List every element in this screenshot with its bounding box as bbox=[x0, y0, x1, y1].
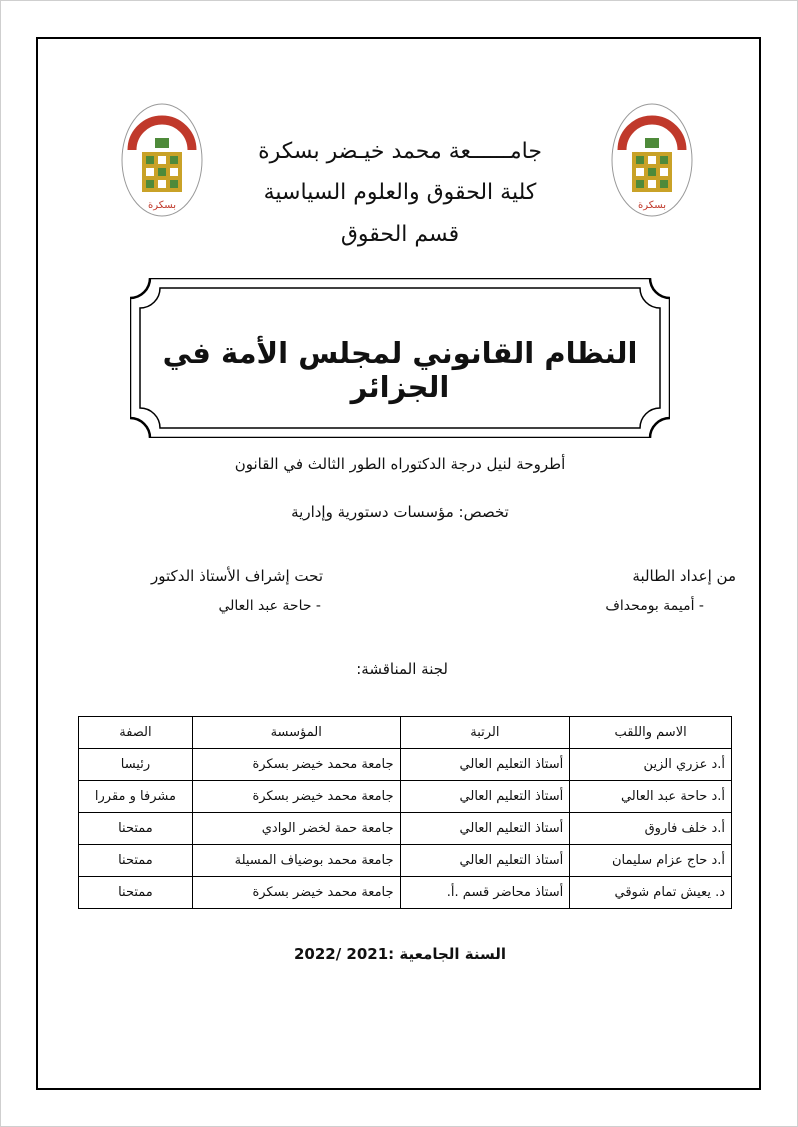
member-institution: جامعة محمد خيضر بسكرة bbox=[192, 877, 400, 909]
member-role: ممتحنا bbox=[79, 813, 193, 845]
member-rank: أستاذ التعليم العالي bbox=[400, 781, 570, 813]
header-institution: المؤسسة bbox=[192, 717, 400, 749]
supervisor-label: تحت إشراف الأستاذ الدكتور bbox=[151, 567, 323, 585]
member-name: أ.د حاحة عبد العالي bbox=[570, 781, 732, 813]
table-row bbox=[79, 845, 732, 877]
member-rank: أستاذ التعليم العالي bbox=[400, 813, 570, 845]
member-role: رئيسا bbox=[79, 749, 193, 781]
member-name: أ.د حاج عزام سليمان bbox=[570, 845, 732, 877]
table-row bbox=[79, 877, 732, 909]
member-institution: جامعة محمد خيضر بسكرة bbox=[192, 781, 400, 813]
member-rank: أستاذ التعليم العالي bbox=[400, 845, 570, 877]
table-row bbox=[79, 813, 732, 845]
faculty-name: كلية الحقوق والعلوم السياسية bbox=[263, 180, 537, 205]
member-name: د. يعيش تمام شوقي bbox=[570, 877, 732, 909]
logo-caption: بسكرة bbox=[638, 200, 666, 211]
university-name: جامــــــعة محمد خيـضر بسكرة bbox=[258, 139, 542, 164]
member-role: ممتحنا bbox=[79, 845, 193, 877]
logo-caption: بسكرة bbox=[148, 200, 176, 211]
member-name: أ.د خلف فاروق bbox=[570, 813, 732, 845]
jury-table bbox=[78, 716, 732, 909]
degree-statement: أطروحة لنيل درجة الدكتوراه الطور الثالث في القانون bbox=[234, 455, 566, 473]
member-institution: جامعة محمد بوضياف المسيلة bbox=[192, 845, 400, 877]
thesis-title: النظام القانوني لمجلس الأمة في الجزائر bbox=[162, 336, 638, 404]
committee-label: لجنة المناقشة: bbox=[356, 660, 448, 678]
table-row bbox=[79, 781, 732, 813]
supervisor-name: - حاحة عبد العالي bbox=[218, 598, 321, 614]
member-institution: جامعة حمة لخضر الوادي bbox=[192, 813, 400, 845]
academic-year: السنة الجامعية :2021 /2022 bbox=[293, 945, 507, 963]
title-frame bbox=[130, 278, 670, 438]
department-name: قسم الحقوق bbox=[340, 222, 460, 247]
member-role: ممتحنا bbox=[79, 877, 193, 909]
jury-header-row bbox=[79, 717, 732, 749]
header-name: الاسم واللقب bbox=[570, 717, 732, 749]
specialty: تخصص: مؤسسات دستورية وإدارية bbox=[291, 503, 509, 521]
member-role: مشرفا و مقررا bbox=[79, 781, 193, 813]
member-name: أ.د عزري الزين bbox=[570, 749, 732, 781]
member-institution: جامعة محمد خيضر بسكرة bbox=[192, 749, 400, 781]
header-rank: الرتبة bbox=[400, 717, 570, 749]
header-role: الصفة bbox=[79, 717, 193, 749]
student-name: - أميمة بومحداف bbox=[605, 598, 704, 614]
member-rank: أستاذ محاضر قسم .أ. bbox=[400, 877, 570, 909]
table-row bbox=[79, 749, 732, 781]
member-rank: أستاذ التعليم العالي bbox=[400, 749, 570, 781]
prepared-by-label: من إعداد الطالبة bbox=[632, 567, 736, 585]
